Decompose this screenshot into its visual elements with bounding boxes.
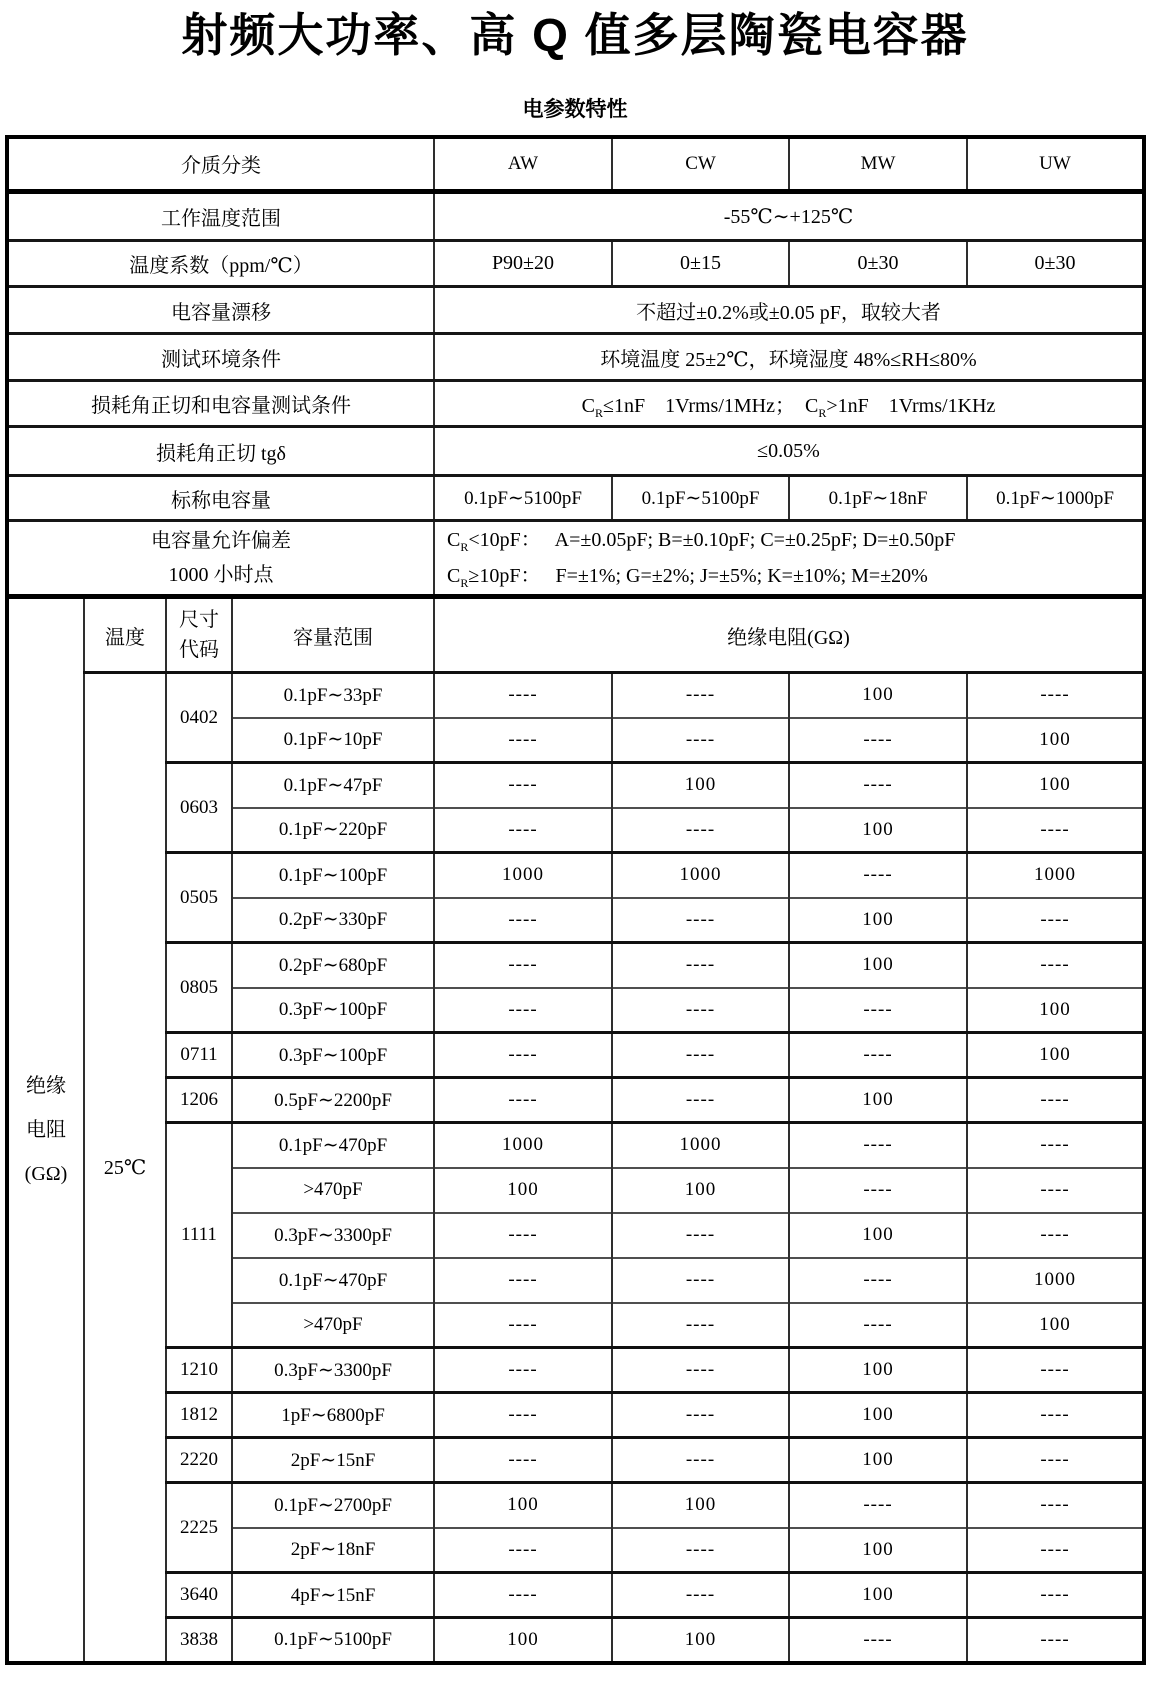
table-row [7, 287, 1144, 334]
ir-value-uw: 1000 [967, 1258, 1144, 1303]
ir-value-aw: ---- [434, 1528, 612, 1573]
cr-subscript: R [460, 576, 469, 591]
ir-value-mw: 100 [789, 1213, 967, 1258]
table-row [7, 137, 1144, 192]
ir-value-uw: ---- [967, 1393, 1144, 1438]
temp-coeff-mw: 0±30 [789, 241, 967, 287]
ir-value-uw: 100 [967, 718, 1144, 763]
table-row [7, 673, 1144, 718]
table-row [7, 427, 1144, 476]
ir-value-cw: ---- [612, 1528, 789, 1573]
dielectric-class-mw: MW [789, 137, 967, 192]
ir-value-mw: ---- [789, 853, 967, 898]
df-condition-part2: >1nF 1Vrms/1KHz [826, 395, 996, 418]
table-row [7, 1078, 1144, 1123]
row-label-test-environment: 测试环境条件 [7, 334, 434, 381]
ir-value-uw: ---- [967, 673, 1144, 718]
ir-side-label-line3: (GΩ) [24, 1162, 68, 1185]
capacitance-range: 4pF∼15nF [232, 1573, 434, 1618]
table-row [7, 1393, 1144, 1438]
cr-subscript: R [818, 406, 827, 421]
tolerance-text-line2: ≥10pF： F=±1%; G=±2%; J=±5%; K=±10%; M=±20% [468, 565, 928, 588]
ir-value-uw: ---- [967, 1123, 1144, 1168]
row-label-temp-coefficient: 温度系数（ppm/℃） [7, 241, 434, 287]
temp-coeff-uw: 0±30 [967, 241, 1144, 287]
ir-value-mw: ---- [789, 1168, 967, 1213]
ir-value-cw: ---- [612, 1033, 789, 1078]
capacitance-range: 0.1pF∼100pF [232, 853, 434, 898]
capacitance-range: 1pF∼6800pF [232, 1393, 434, 1438]
size-code: 0805 [166, 943, 232, 1033]
ir-value-mw: ---- [789, 763, 967, 808]
ir-value-uw: ---- [967, 1078, 1144, 1123]
table-row [7, 1618, 1144, 1663]
ir-value-cw: ---- [612, 1078, 789, 1123]
cap-tolerance-label-line2: 1000 小时点 [168, 564, 274, 587]
dielectric-class-uw: UW [967, 137, 1144, 192]
ir-value-aw: ---- [434, 1213, 612, 1258]
ir-value-cw: 1000 [612, 853, 789, 898]
ir-value-aw: ---- [434, 1258, 612, 1303]
cap-tolerance-line1 [447, 522, 1140, 558]
column-header-temperature: 温度 [84, 597, 166, 673]
ir-value-aw: ---- [434, 1348, 612, 1393]
row-label-cap-drift: 电容量漂移 [7, 287, 434, 334]
ir-value-uw: ---- [967, 1213, 1144, 1258]
ir-value-uw: ---- [967, 1618, 1144, 1663]
ir-value-uw: 100 [967, 763, 1144, 808]
table-row [7, 1348, 1144, 1393]
ir-value-aw: ---- [434, 763, 612, 808]
nominal-cap-cw: 0.1pF∼5100pF [612, 476, 789, 521]
operating-temp-value: -55℃∼+125℃ [434, 192, 1144, 241]
capacitance-range: 0.2pF∼680pF [232, 943, 434, 988]
capacitance-range: >470pF [232, 1168, 434, 1213]
cr-symbol: C [805, 395, 819, 418]
capacitance-range: 2pF∼18nF [232, 1528, 434, 1573]
ir-value-aw: ---- [434, 808, 612, 853]
capacitance-range: 0.1pF∼470pF [232, 1258, 434, 1303]
row-label-nominal-capacitance: 标称电容量 [7, 476, 434, 521]
ir-value-cw: 100 [612, 1483, 789, 1528]
ir-value-mw: 100 [789, 1393, 967, 1438]
capacitance-range: 2pF∼15nF [232, 1438, 434, 1483]
ir-value-aw: ---- [434, 718, 612, 763]
ir-value-mw: 100 [789, 1528, 967, 1573]
ir-value-cw: ---- [612, 1303, 789, 1348]
column-header-insulation-resistance: 绝缘电阻(GΩ) [434, 597, 1144, 673]
ir-value-mw: 100 [789, 673, 967, 718]
ir-value-aw: ---- [434, 673, 612, 718]
ir-value-uw: ---- [967, 943, 1144, 988]
table-row [7, 476, 1144, 521]
ir-value-aw: 100 [434, 1483, 612, 1528]
ir-value-cw: ---- [612, 718, 789, 763]
temp-coeff-cw: 0±15 [612, 241, 789, 287]
size-code: 1812 [166, 1393, 232, 1438]
ir-value-cw: 1000 [612, 1123, 789, 1168]
ir-value-cw: 100 [612, 763, 789, 808]
ir-side-label-line2: 电阻 [26, 1118, 66, 1141]
ir-value-mw: 100 [789, 1348, 967, 1393]
cr-subscript: R [594, 406, 603, 421]
capacitance-range: 0.3pF∼100pF [232, 988, 434, 1033]
table-row [7, 381, 1144, 427]
ir-value-mw: ---- [789, 1303, 967, 1348]
table-row [7, 943, 1144, 988]
table-row [7, 597, 1144, 673]
ir-value-uw: ---- [967, 1168, 1144, 1213]
size-code: 1210 [166, 1348, 232, 1393]
dielectric-class-cw: CW [612, 137, 789, 192]
ir-value-cw: ---- [612, 673, 789, 718]
df-test-condition-value [434, 381, 1144, 427]
tolerance-text-line1: <10pF： A=±0.05pF; B=±0.10pF; C=±0.25pF; D=±0.50pF [468, 529, 956, 552]
ir-value-mw: 100 [789, 1078, 967, 1123]
cr-symbol: C [581, 395, 595, 418]
capacitance-range: 0.3pF∼3300pF [232, 1213, 434, 1258]
table-row [7, 1483, 1144, 1528]
ir-value-aw: 100 [434, 1168, 612, 1213]
ir-value-uw: 100 [967, 988, 1144, 1033]
capacitance-range: 0.3pF∼100pF [232, 1033, 434, 1078]
size-code-header-line2: 代码 [179, 639, 219, 662]
capacitance-range: 0.1pF∼33pF [232, 673, 434, 718]
ir-value-mw: ---- [789, 1483, 967, 1528]
section-label-insulation-resistance [7, 597, 84, 1663]
size-code: 2225 [166, 1483, 232, 1573]
ir-value-mw: ---- [789, 1123, 967, 1168]
cap-tolerance-line2 [447, 558, 1140, 594]
column-header-capacitance-range: 容量范围 [232, 597, 434, 673]
ir-value-aw: ---- [434, 1393, 612, 1438]
nominal-cap-aw: 0.1pF∼5100pF [434, 476, 612, 521]
column-header-size-code [166, 597, 232, 673]
ir-value-mw: 100 [789, 808, 967, 853]
ir-value-aw: ---- [434, 1033, 612, 1078]
test-environment-value: 环境温度 25±2℃，环境湿度 48%≤RH≤80% [434, 334, 1144, 381]
row-label-cap-tolerance [7, 521, 434, 597]
ir-value-cw: ---- [612, 1573, 789, 1618]
ir-value-uw: 100 [967, 1033, 1144, 1078]
ir-value-uw: ---- [967, 1573, 1144, 1618]
dielectric-class-aw: AW [434, 137, 612, 192]
parameters-table [5, 135, 1146, 1665]
df-condition-part1: ≤1nF 1Vrms/1MHz； [603, 395, 806, 418]
ir-value-cw: ---- [612, 988, 789, 1033]
table-row [7, 763, 1144, 808]
ir-value-aw: ---- [434, 1438, 612, 1483]
ir-value-aw: ---- [434, 1078, 612, 1123]
capacitance-range: >470pF [232, 1303, 434, 1348]
temperature-value: 25℃ [84, 673, 166, 1663]
ir-value-mw: ---- [789, 1258, 967, 1303]
ir-value-cw: ---- [612, 1438, 789, 1483]
ir-value-aw: 1000 [434, 1123, 612, 1168]
size-code: 1111 [166, 1123, 232, 1348]
ir-value-uw: ---- [967, 1528, 1144, 1573]
size-code: 0402 [166, 673, 232, 763]
ir-value-uw: 100 [967, 1303, 1144, 1348]
ir-value-cw: ---- [612, 1393, 789, 1438]
ir-value-uw: ---- [967, 1438, 1144, 1483]
ir-value-mw: 100 [789, 1438, 967, 1483]
cap-tolerance-label-line1: 电容量允许偏差 [151, 530, 291, 553]
page-subtitle: 电参数特性 [522, 97, 628, 121]
ir-value-mw: ---- [789, 1033, 967, 1078]
capacitance-range: 0.1pF∼5100pF [232, 1618, 434, 1663]
capacitance-range: 0.1pF∼220pF [232, 808, 434, 853]
ir-value-cw: 100 [612, 1168, 789, 1213]
table-row [7, 192, 1144, 241]
table-row [7, 853, 1144, 898]
row-label-dielectric-class: 介质分类 [7, 137, 434, 192]
nominal-cap-mw: 0.1pF∼18nF [789, 476, 967, 521]
table-row [7, 1123, 1144, 1168]
cap-tolerance-value [434, 521, 1144, 597]
size-code: 0603 [166, 763, 232, 853]
table-row [7, 1438, 1144, 1483]
ir-value-mw: ---- [789, 718, 967, 763]
ir-value-cw: ---- [612, 898, 789, 943]
ir-value-uw: ---- [967, 808, 1144, 853]
ir-value-aw: 100 [434, 1618, 612, 1663]
ir-value-cw: 100 [612, 1618, 789, 1663]
row-label-operating-temp: 工作温度范围 [7, 192, 434, 241]
ir-value-mw: ---- [789, 1618, 967, 1663]
table-row [7, 1573, 1144, 1618]
size-code: 1206 [166, 1078, 232, 1123]
capacitance-range: 0.1pF∼470pF [232, 1123, 434, 1168]
ir-value-cw: ---- [612, 943, 789, 988]
size-code: 2220 [166, 1438, 232, 1483]
cr-symbol: C [447, 565, 461, 588]
table-row [7, 334, 1144, 381]
row-label-tan-delta: 损耗角正切 tgδ [7, 427, 434, 476]
table-row [7, 241, 1144, 287]
ir-value-aw: ---- [434, 943, 612, 988]
size-code: 3640 [166, 1573, 232, 1618]
ir-value-cw: ---- [612, 1258, 789, 1303]
capacitance-range: 0.1pF∼2700pF [232, 1483, 434, 1528]
ir-value-aw: 1000 [434, 853, 612, 898]
ir-value-mw: ---- [789, 988, 967, 1033]
size-code: 3838 [166, 1618, 232, 1663]
capacitance-range: 0.2pF∼330pF [232, 898, 434, 943]
tan-delta-value: ≤0.05% [434, 427, 1144, 476]
cr-symbol: C [447, 529, 461, 552]
ir-value-cw: ---- [612, 808, 789, 853]
ir-value-uw: 1000 [967, 853, 1144, 898]
ir-value-uw: ---- [967, 1348, 1144, 1393]
cap-drift-value: 不超过±0.2%或±0.05 pF，取较大者 [434, 287, 1144, 334]
ir-value-mw: 100 [789, 1573, 967, 1618]
row-label-df-test-condition: 损耗角正切和电容量测试条件 [7, 381, 434, 427]
table-row [7, 521, 1144, 597]
ir-value-aw: ---- [434, 1303, 612, 1348]
cr-subscript: R [460, 540, 469, 555]
ir-value-aw: ---- [434, 1573, 612, 1618]
size-code: 0505 [166, 853, 232, 943]
page-title: 射频大功率、高 Q 值多层陶瓷电容器 [181, 9, 969, 61]
ir-value-aw: ---- [434, 898, 612, 943]
ir-value-aw: ---- [434, 988, 612, 1033]
ir-value-mw: 100 [789, 898, 967, 943]
capacitance-range: 0.1pF∼47pF [232, 763, 434, 808]
ir-value-cw: ---- [612, 1213, 789, 1258]
capacitance-range: 0.5pF∼2200pF [232, 1078, 434, 1123]
size-code-header-line1: 尺寸 [179, 609, 219, 632]
ir-side-label-line1: 绝缘 [26, 1074, 66, 1097]
ir-value-cw: ---- [612, 1348, 789, 1393]
ir-value-mw: 100 [789, 943, 967, 988]
temp-coeff-aw: P90±20 [434, 241, 612, 287]
capacitance-range: 0.3pF∼3300pF [232, 1348, 434, 1393]
size-code: 0711 [166, 1033, 232, 1078]
capacitance-range: 0.1pF∼10pF [232, 718, 434, 763]
table-row [7, 1033, 1144, 1078]
nominal-cap-uw: 0.1pF∼1000pF [967, 476, 1144, 521]
ir-value-uw: ---- [967, 898, 1144, 943]
ir-value-uw: ---- [967, 1483, 1144, 1528]
